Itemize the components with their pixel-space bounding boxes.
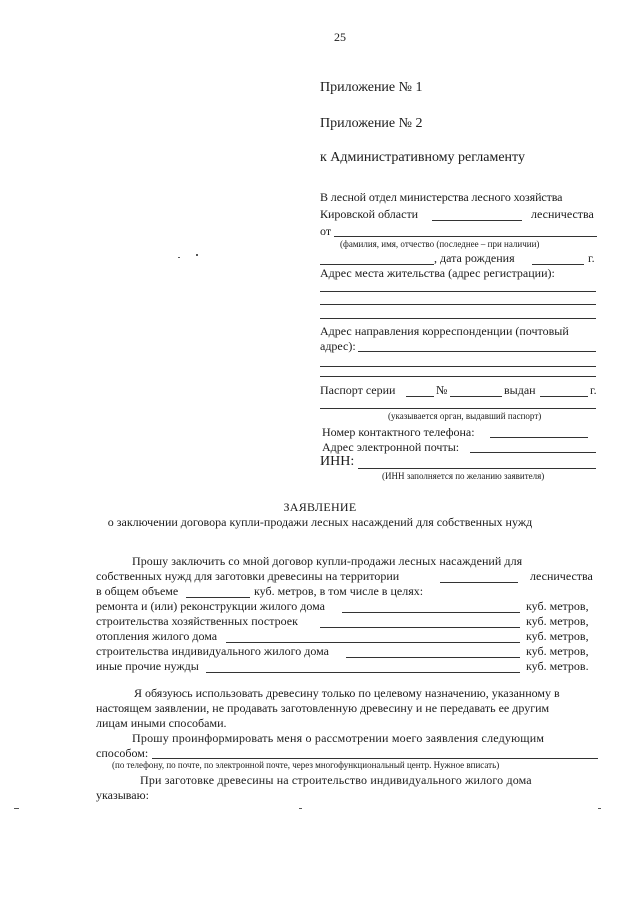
purpose-unit: куб. метров, bbox=[526, 644, 589, 658]
notification-method-field[interactable] bbox=[152, 758, 598, 759]
p3-line-1: Прошу проинформировать меня о рассмотрении моего заявления следующим bbox=[132, 731, 545, 745]
scan-speck bbox=[598, 808, 601, 809]
inn-field[interactable] bbox=[358, 468, 596, 469]
p2-line-3: лицам иными способами. bbox=[96, 716, 227, 730]
passport-number-field[interactable] bbox=[450, 396, 502, 397]
regulation-reference: к Административному регламенту bbox=[320, 150, 525, 165]
purpose-unit: куб. метров, bbox=[526, 599, 589, 613]
passport-issued-label: выдан bbox=[504, 383, 536, 397]
birth-date-suffix: г. bbox=[588, 251, 595, 265]
scan-speck bbox=[196, 254, 198, 256]
fio-caption: (фамилия, имя, отчество (последнее – при наличии) bbox=[340, 239, 540, 249]
p2-line-2: настоящем заявлении, не продавать заготовленную древесину и не передавать ее другим bbox=[96, 701, 550, 715]
page-number: 25 bbox=[334, 30, 346, 44]
p1-line-3-suffix: куб. метров, в том числе в целях: bbox=[254, 584, 424, 598]
appendix-2-heading: Приложение № 2 bbox=[320, 116, 423, 131]
purpose-label: отопления жилого дома bbox=[96, 629, 218, 643]
p3-line-2: способом: bbox=[96, 746, 149, 760]
addressee-line-2-suffix: лесничества bbox=[531, 207, 594, 221]
forestry-territory-field[interactable] bbox=[440, 582, 518, 583]
p1-line-1: Прошу заключить со мной договор купли-продажи лесных насаждений для bbox=[132, 554, 523, 568]
purpose-label: строительства индивидуального жилого дома bbox=[96, 644, 329, 658]
issuer-caption: (указывается орган, выдавший паспорт) bbox=[388, 411, 542, 421]
purpose-label: иные прочие нужды bbox=[96, 659, 199, 673]
applicant-fio-field[interactable] bbox=[334, 236, 597, 237]
passport-issued-suffix: г. bbox=[590, 383, 597, 397]
applicant-fio-field-2[interactable] bbox=[320, 264, 434, 265]
p4-line-1: При заготовке древесины на строительство индивидуального жилого дома bbox=[140, 773, 532, 787]
forestry-name-field[interactable] bbox=[432, 220, 522, 221]
correspondence-address-field-3[interactable] bbox=[320, 376, 596, 377]
passport-series-label: Паспорт серии bbox=[320, 383, 396, 397]
residence-address-field-2[interactable] bbox=[320, 304, 596, 305]
from-prefix: от bbox=[320, 224, 332, 238]
p1-line-2-prefix: собственных нужд для заготовки древесины на территории bbox=[96, 569, 400, 583]
scan-speck bbox=[14, 808, 19, 809]
notification-method-caption: (по телефону, по почте, по электронной почте, через многофункциональный центр. Нужное вписать) bbox=[112, 760, 500, 770]
p4-line-2: указываю: bbox=[96, 788, 149, 802]
p1-line-3-prefix: в общем объеме bbox=[96, 584, 179, 598]
purpose-unit: куб. метров, bbox=[526, 614, 589, 628]
purpose-volume-field[interactable] bbox=[320, 627, 520, 628]
purpose-unit: куб. метров. bbox=[526, 659, 589, 673]
inn-caption: (ИНН заполняется по желанию заявителя) bbox=[382, 471, 545, 481]
appendix-1-heading: Приложение № 1 bbox=[320, 80, 423, 95]
residence-address-field-3[interactable] bbox=[320, 318, 596, 319]
inn-label: ИНН: bbox=[320, 454, 355, 469]
residence-address-field-1[interactable] bbox=[320, 291, 596, 292]
passport-series-field[interactable] bbox=[406, 396, 434, 397]
email-label: Адрес электронной почты: bbox=[322, 440, 460, 454]
correspondence-address-label-2: адрес): bbox=[320, 339, 356, 353]
total-volume-field[interactable] bbox=[186, 597, 250, 598]
passport-issuer-field[interactable] bbox=[320, 408, 596, 409]
document-subtitle: о заключении договора купли-продажи лесных насаждений для собственных нужд bbox=[107, 515, 533, 529]
passport-issued-date-field[interactable] bbox=[540, 396, 588, 397]
purpose-volume-field[interactable] bbox=[206, 672, 520, 673]
addressee-line-1: В лесной отдел министерства лесного хозяйства bbox=[320, 190, 563, 204]
p1-line-2-suffix: лесничества bbox=[530, 569, 593, 583]
correspondence-address-label-1: Адрес направления корреспонденции (почтовый bbox=[320, 324, 569, 338]
purpose-label: ремонта и (или) реконструкции жилого дома bbox=[96, 599, 325, 613]
purpose-volume-field[interactable] bbox=[342, 612, 520, 613]
purpose-label: строительства хозяйственных построек bbox=[96, 614, 298, 628]
email-field[interactable] bbox=[470, 452, 596, 453]
phone-field[interactable] bbox=[490, 437, 588, 438]
phone-label: Номер контактного телефона: bbox=[322, 425, 475, 439]
p2-line-1: Я обязуюсь использовать древесину только по целевому назначению, указанному в bbox=[134, 686, 560, 700]
birth-date-label: , дата рождения bbox=[434, 251, 515, 265]
residence-address-label: Адрес места жительства (адрес регистрации): bbox=[320, 266, 555, 280]
addressee-line-2-prefix: Кировской области bbox=[320, 207, 419, 221]
passport-number-label: № bbox=[436, 383, 448, 397]
purpose-volume-field[interactable] bbox=[226, 642, 520, 643]
document-title: ЗАЯВЛЕНИЕ bbox=[283, 500, 357, 514]
scan-speck bbox=[178, 257, 180, 258]
correspondence-address-field-2[interactable] bbox=[320, 366, 596, 367]
correspondence-address-field-1[interactable] bbox=[358, 351, 596, 352]
scan-speck bbox=[299, 808, 302, 809]
purpose-volume-field[interactable] bbox=[346, 657, 520, 658]
birth-date-field[interactable] bbox=[532, 264, 584, 265]
purpose-unit: куб. метров, bbox=[526, 629, 589, 643]
